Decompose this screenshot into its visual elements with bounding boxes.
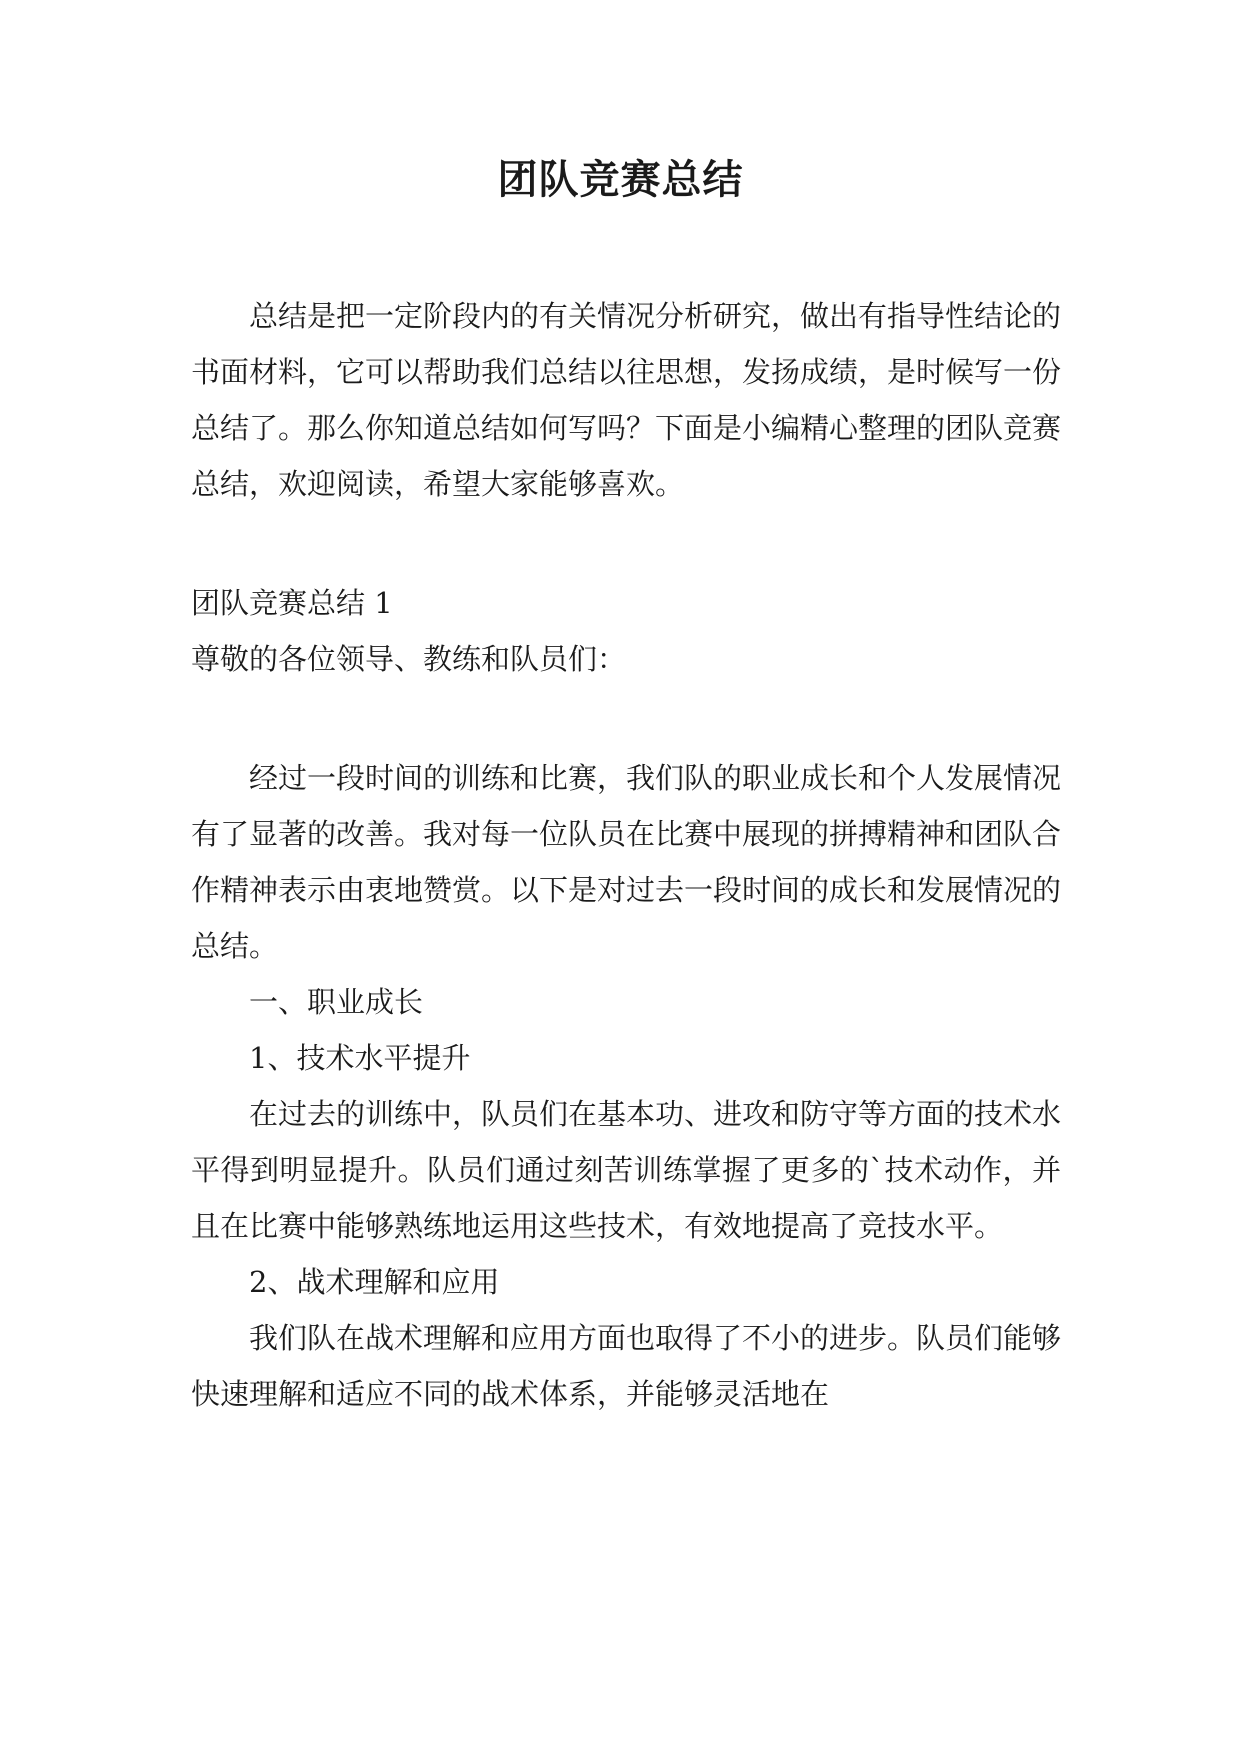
body-paragraph: 在过去的训练中，队员们在基本功、进攻和防守等方面的技术水平得到明显提升。队员们通过刻苦训练掌握了更多的`技术动作，并且在比赛中能够熟练地运用这些技术，有效地提高了竞技水平。 — [191, 1097, 1062, 1243]
heading-career-growth: 一、职业成长 — [249, 985, 424, 1019]
document-title: 团队竞赛总结 — [497, 156, 744, 203]
salutation: 尊敬的各位领导、教练和队员们： — [191, 642, 627, 676]
subheading-technical-skill: 1、技术水平提升 — [249, 1041, 471, 1075]
body-paragraph: 我们队在战术理解和应用方面也取得了不小的进步。队员们能够快速理解和适应不同的战术体系，并能够灵活地在 — [191, 1321, 1062, 1411]
section-title: 团队竞赛总结 1 — [191, 586, 393, 620]
body-paragraph: 经过一段时间的训练和比赛，我们队的职业成长和个人发展情况有了显著的改善。我对每一位队员在比赛中展现的拼搏精神和团队合作精神表示由衷地赞赏。以下是对过去一段时间的成长和发展情况的总结。 — [191, 761, 1062, 963]
subheading-tactics: 2、战术理解和应用 — [249, 1265, 500, 1299]
intro-paragraph: 总结是把一定阶段内的有关情况分析研究，做出有指导性结论的书面材料，它可以帮助我们总结以往思想，发扬成绩，是时候写一份总结了。那么你知道总结如何写吗？下面是小编精心整理的团队竞赛总结，欢迎阅读，希望大家能够喜欢。 — [191, 299, 1062, 501]
document-body — [191, 288, 1061, 1422]
